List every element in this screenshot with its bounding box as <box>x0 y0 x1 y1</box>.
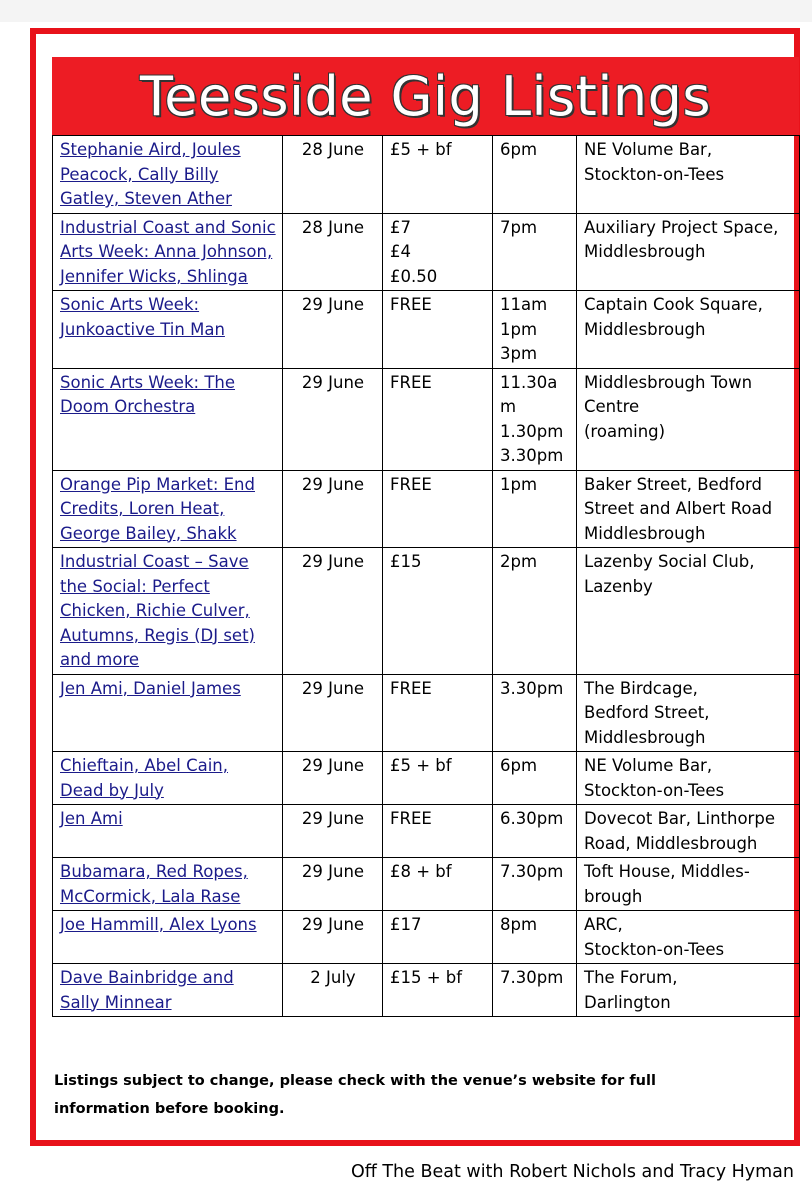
gig-listings-table <box>52 135 800 1017</box>
table-row <box>53 911 800 964</box>
act-link[interactable]: Stephanie Aird, Joules Peacock, Cally Billy Gatley, Steven Ather <box>53 136 283 214</box>
date-cell: 28 June <box>283 213 383 291</box>
table-row <box>53 858 800 911</box>
time-cell: 7.30pm <box>493 964 577 1017</box>
act-link[interactable]: Chieftain, Abel Cain, Dead by July <box>53 752 283 805</box>
price-cell: FREE <box>383 368 493 470</box>
venue-cell: Dovecot Bar, Linthorpe Road, Middlesbrough <box>577 805 800 858</box>
act-link[interactable]: Industrial Coast and Sonic Arts Week: Anna Johnson, Jennifer Wicks, Shlinga <box>53 213 283 291</box>
time-cell: 3.30pm <box>493 674 577 752</box>
venue-cell: ARC, Stockton-on-Tees <box>577 911 800 964</box>
table-row <box>53 291 800 369</box>
time-cell: 6.30pm <box>493 805 577 858</box>
price-cell: £15 + bf <box>383 964 493 1017</box>
act-link[interactable]: Bubamara, Red Ropes, McCormick, Lala Rase <box>53 858 283 911</box>
act-link[interactable]: Industrial Coast – Save the Social: Perfect Chicken, Richie Culver, Autumns, Regis (DJ set) and more <box>53 548 283 675</box>
venue-cell: Middlesbrough Town Centre (roaming) <box>577 368 800 470</box>
venue-cell: The Birdcage, Bedford Street, Middlesbrough <box>577 674 800 752</box>
credit-line: Off The Beat with Robert Nichols and Tracy Hyman <box>350 1162 794 1182</box>
date-cell: 28 June <box>283 136 383 214</box>
table-row <box>53 805 800 858</box>
price-cell: FREE <box>383 470 493 548</box>
time-cell: 2pm <box>493 548 577 675</box>
time-cell: 6pm <box>493 136 577 214</box>
time-cell: 6pm <box>493 752 577 805</box>
table-row <box>53 136 800 214</box>
price-cell: £8 + bf <box>383 858 493 911</box>
time-cell: 7pm <box>493 213 577 291</box>
date-cell: 29 June <box>283 858 383 911</box>
date-cell: 29 June <box>283 368 383 470</box>
table-row <box>53 213 800 291</box>
price-cell: £5 + bf <box>383 752 493 805</box>
venue-cell: The Forum, Darlington <box>577 964 800 1017</box>
date-cell: 29 June <box>283 805 383 858</box>
act-link[interactable]: Sonic Arts Week: Junkoactive Tin Man <box>53 291 283 369</box>
date-cell: 2 July <box>283 964 383 1017</box>
table-row <box>53 548 800 675</box>
time-cell: 11am 1pm 3pm <box>493 291 577 369</box>
venue-cell: Captain Cook Square, Middlesbrough <box>577 291 800 369</box>
venue-cell: NE Volume Bar, Stockton-on-Tees <box>577 136 800 214</box>
time-cell: 7.30pm <box>493 858 577 911</box>
venue-cell: Auxiliary Project Space, Middlesbrough <box>577 213 800 291</box>
listing-body <box>53 136 800 1017</box>
price-cell: FREE <box>383 805 493 858</box>
table-row <box>53 470 800 548</box>
listings-disclaimer: Listings subject to change, please check with the venue’s website for full information before booking. <box>54 1073 656 1117</box>
venue-cell: Baker Street, Bedford Street and Albert Road Middlesbrough <box>577 470 800 548</box>
date-cell: 29 June <box>283 291 383 369</box>
table-row <box>53 674 800 752</box>
date-cell: 29 June <box>283 548 383 675</box>
act-link[interactable]: Dave Bainbridge and Sally Minnear <box>53 964 283 1017</box>
price-cell: £7 £4 £0.50 <box>383 213 493 291</box>
act-link[interactable]: Sonic Arts Week: The Doom Orchestra <box>53 368 283 470</box>
page-title: Teesside Gig Listings <box>139 65 711 128</box>
table-row <box>53 752 800 805</box>
date-cell: 29 June <box>283 752 383 805</box>
act-link[interactable]: Orange Pip Market: End Credits, Loren Heat, George Bailey, Shakk <box>53 470 283 548</box>
price-cell: FREE <box>383 291 493 369</box>
top-strip <box>0 0 812 22</box>
venue-cell: Lazenby Social Club, Lazenby <box>577 548 800 675</box>
venue-cell: Toft House, Middles- brough <box>577 858 800 911</box>
price-cell: £5 + bf <box>383 136 493 214</box>
price-cell: FREE <box>383 674 493 752</box>
table-row <box>53 368 800 470</box>
time-cell: 11.30a m 1.30pm 3.30pm <box>493 368 577 470</box>
table-row <box>53 964 800 1017</box>
venue-cell: NE Volume Bar, Stockton-on-Tees <box>577 752 800 805</box>
time-cell: 1pm <box>493 470 577 548</box>
title-banner <box>52 57 799 135</box>
time-cell: 8pm <box>493 911 577 964</box>
price-cell: £17 <box>383 911 493 964</box>
act-link[interactable]: Joe Hammill, Alex Lyons <box>53 911 283 964</box>
price-cell: £15 <box>383 548 493 675</box>
act-link[interactable]: Jen Ami <box>53 805 283 858</box>
date-cell: 29 June <box>283 470 383 548</box>
act-link[interactable]: Jen Ami, Daniel James <box>53 674 283 752</box>
date-cell: 29 June <box>283 674 383 752</box>
date-cell: 29 June <box>283 911 383 964</box>
